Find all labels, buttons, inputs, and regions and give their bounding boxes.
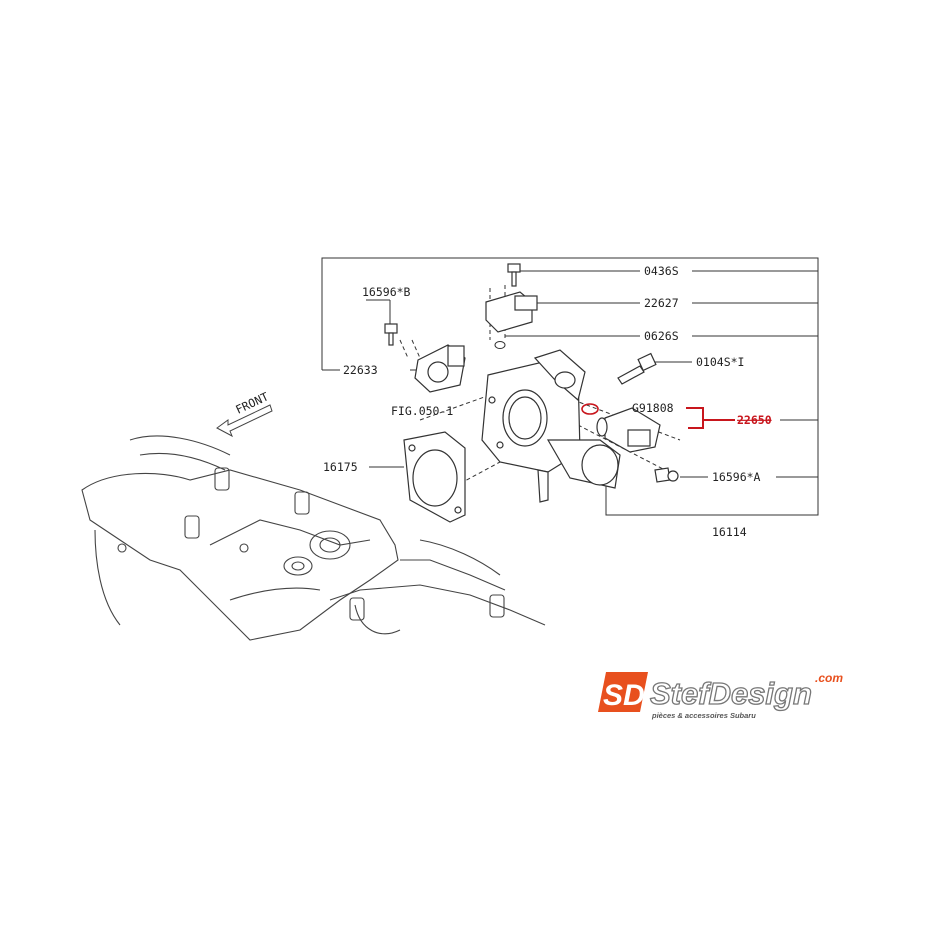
label-22633: 22633: [343, 363, 378, 377]
o-ring-0626s: [495, 342, 505, 349]
logo-initials: SD: [603, 679, 645, 712]
logo-name: StefDesign: [650, 676, 812, 711]
gasket-16175: [404, 432, 465, 522]
logo-tagline: pièces & accessoires Subaru: [652, 711, 756, 720]
logo-domain: .com: [815, 671, 844, 685]
bolt-16596b: [385, 324, 397, 345]
screw-0436s: [508, 264, 520, 286]
label-22627: 22627: [644, 296, 679, 310]
label-0436s: 0436S: [644, 264, 679, 278]
brand-logo: [598, 671, 843, 720]
intake-manifold: [82, 436, 545, 640]
label-16175: 16175: [323, 460, 358, 474]
bolt-0104s: [618, 354, 656, 384]
label-16596a: 16596*A: [712, 470, 761, 484]
label-22650[interactable]: 22650: [737, 413, 772, 427]
front-label: FRONT: [233, 389, 271, 417]
label-g91808: G91808: [632, 401, 674, 415]
label-16596b: 16596*B: [362, 285, 411, 299]
sensor-22633: [415, 345, 465, 392]
label-0104s: 0104S*I: [696, 355, 745, 369]
label-0626s: 0626S: [644, 329, 679, 343]
label-16114: 16114: [712, 525, 747, 539]
throttle-position-sensor: [486, 292, 537, 332]
label-fig-050-1: FIG.050-1: [391, 404, 454, 418]
bolt-16596a: [655, 468, 678, 482]
